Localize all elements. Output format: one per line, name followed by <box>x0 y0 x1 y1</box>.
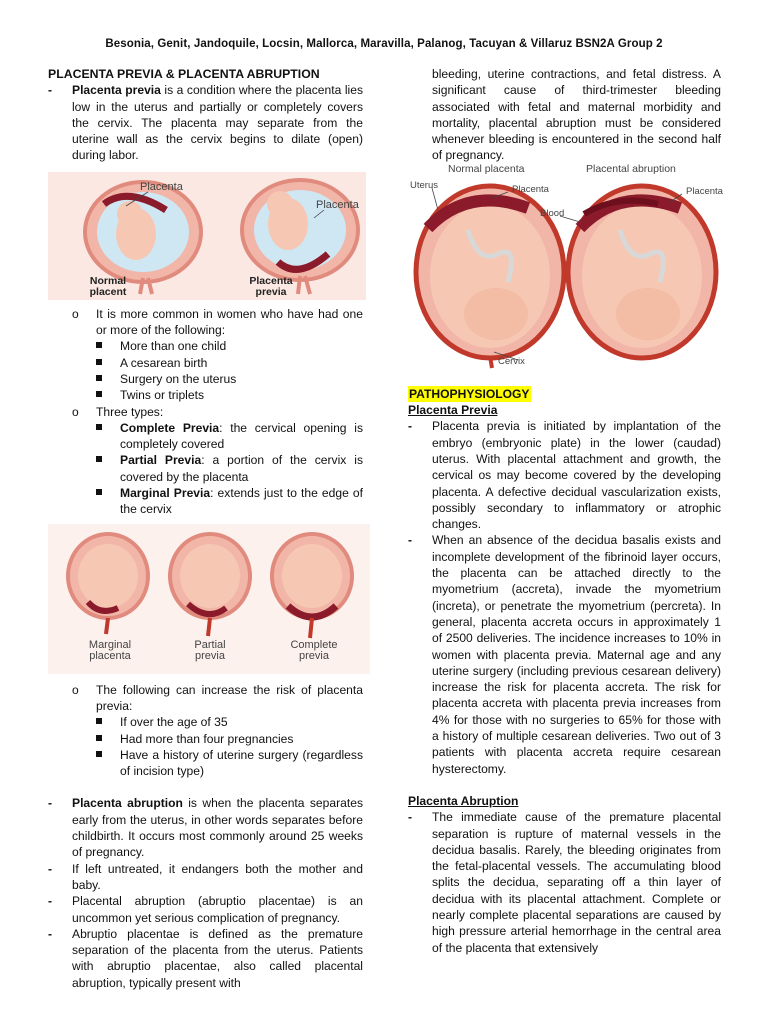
label-placenta-4: Placenta <box>686 185 723 197</box>
type-term: Partial Previa <box>120 453 202 468</box>
label-placenta-2: Placenta <box>316 198 359 211</box>
types-intro: o Three types: <box>72 404 164 419</box>
right-column <box>408 66 721 956</box>
untreated-text: If left untreated, it endangers both the mother and baby. <box>72 861 363 892</box>
abruption-def-text: is when the placenta separates early from the uterus, in other words separates before childbirth. It occurs most commonly around 25 weeks of pregnancy. <box>72 796 363 860</box>
types-intro-text: Three types: <box>96 404 164 419</box>
label-normal: Normal placent <box>89 274 127 298</box>
common-intro: o It is more common in women who have had one or more of the following: <box>72 306 363 338</box>
type-term: Marginal Previa <box>120 486 211 501</box>
risk-intro: o The following can increase the risk of placenta previa: <box>72 682 363 713</box>
type-term: Complete Previa <box>120 420 220 435</box>
common-item-text: A cesarean birth <box>120 355 208 370</box>
label-placenta-1: Placenta <box>140 180 183 193</box>
page-header: Besonia, Genit, Jandoquile, Locsin, Mallorca, Maravilla, Palanog, Tacuyan & Villaruz BSN2A Group 2 <box>105 38 663 50</box>
risk-item-2 <box>48 731 363 747</box>
previa-subheading: Placenta Previa <box>408 403 498 418</box>
common-intro-text: It is more common in women who have had one or more of the following: <box>96 306 363 338</box>
abruption-continued: bleeding, uterine contractions, and fetal distress. A significant cause of third-trimester bleeding associated with fetal and maternal morbidity and mortality, placental abruption must be considered whenever bleeding is encountered in the second half of pregnancy. <box>432 67 721 163</box>
label-placenta-3: Placenta <box>512 183 549 195</box>
pathophysiology-heading: PATHOPHYSIOLOGY <box>409 386 530 401</box>
risk-item-3 <box>48 747 363 780</box>
figure-normal-vs-previa <box>48 172 366 300</box>
figure-previa-types <box>48 524 370 674</box>
common-item-text: More than one child <box>120 339 227 354</box>
type-partial <box>48 452 363 485</box>
previa-patho-1: - Placenta previa is initiated by implantation of the embryo (embryonic plate) in the lower (caudad) uterus. With placental attachment and growth, the cervical os may become covered by the developing placenta. A defective decidual vascularization exists, possibly secondary to inflammatory or atrophic changes. <box>408 419 721 532</box>
previa-patho-2-text: When an absence of the decidua basalis exists and incomplete development of the fibrinoid layer occurs, the placenta can be attached directly to the myometrium (accreta), invade the myometrium (increta), or penetrate the myometrium (percreta). In general, placenta accreta occurs in approximately 1 of 2500 deliveries. The incidence increases to 10% in women with placenta previa. Maternal age and any uterine surgery (including previous cesarean delivery) increase the risk for placenta accreta. The risk for placenta accreta with placenta previa increases from 4% for those with no surgeries to 65% for those with a history of multiple cesarean deliveries. Two out of 3 patients with placenta accreta require cesarean hysterectomy. <box>432 533 721 776</box>
uncommon-text: Placental abruption (abruptio placentae) is an uncommon yet serious complication of pregnancy. <box>72 894 363 925</box>
previa-definition: - Placenta previa is a condition where the placenta lies low in the uterus and partially or completely covers the cervix. The placenta may separate from the uterine wall as the cervix begins to dilate (open) during labor. <box>48 83 363 163</box>
label-uterus: Uterus <box>410 179 438 191</box>
label-complete: Complete previa <box>290 638 338 662</box>
label-normal-placenta: Normal placenta <box>448 162 525 175</box>
type-marginal <box>48 485 363 518</box>
label-placental-abruption: Placental abruption <box>586 162 676 175</box>
abruption-definition: - Placenta abruption is when the placenta separates early from the uterus, in other words separates before childbirth. It occurs most commonly around 25 weeks of pregnancy. <box>48 796 363 860</box>
previa-patho-1-text: Placenta previa is initiated by implantation of the embryo (embryonic plate) in the lower (caudad) uterus. With placental attachment and growth, the cervical os may become covered by the developing placenta. A defective decidual vascularization exists, possibly secondary to inflammatory or atrophic changes. <box>432 419 721 532</box>
defined-text: Abruptio placentae is defined as the premature separation of the placenta from the uterus. Patients with abruptio placentae, also called placental abruption, typically present with <box>72 926 363 990</box>
defined-bullet: - Abruptio placentae is defined as the premature separation of the placenta from the uterus. Patients with abruptio placentae, also called placental abruption, typically present with <box>48 926 363 990</box>
abruption-illustration <box>408 164 724 372</box>
previa-def-text: is a condition where the placenta lies low in the uterus and partially or completely covers the cervix. The placenta may separate from the uterine wall as the cervix begins to dilate (open) during labor. <box>72 83 363 163</box>
risk-item-text: Had more than four pregnancies <box>120 731 294 746</box>
uncommon-bullet: - Placental abruption (abruptio placentae) is an uncommon yet serious complication of pregnancy. <box>48 894 363 925</box>
abruption-patho-1-text: The immediate cause of the premature placental separation is rupture of maternal vessels in the decidua basalis. Rarely, the bleeding originates from the fetal-placental vessels. The accumulating blood splits the decidua, separating off a thin layer of decidua with its placental attachment. Complete or nearly complete placental separations are caused by high pressure arterial hemorrhage in the central area of the placenta that extensively <box>432 810 721 955</box>
type-desc: : the cervical opening is completely covered <box>120 420 363 452</box>
pathophysiology-heading-row <box>408 386 721 402</box>
label-previa: Placenta previa <box>249 274 293 298</box>
label-partial: Partial previa <box>194 638 226 662</box>
risk-intro-text: The following can increase the risk of placenta previa: <box>96 682 363 713</box>
risk-item-text: Have a history of uterine surgery (regardless of incision type) <box>120 747 363 779</box>
type-desc: : a portion of the cervix is covered by the placenta <box>120 453 363 484</box>
common-item-text: Surgery on the uterus <box>120 371 237 386</box>
figure-normal-vs-abruption <box>408 164 724 372</box>
abruption-patho-1: - The immediate cause of the premature placental separation is rupture of maternal vessels in the decidua basalis. Rarely, the bleeding originates from the fetal-placental vessels. The accumulating blood splits the decidua, separating off a thin layer of decidua with its placental attachment. Complete or nearly complete placental separations are caused by high pressure arterial hemorrhage in the central area of the placenta that extensively <box>408 810 721 955</box>
untreated-bullet: - If left untreated, it endangers both the mother and baby. <box>48 861 363 892</box>
common-item-2 <box>48 355 363 371</box>
risk-item-text: If over the age of 35 <box>120 715 228 730</box>
abruption-term: Placenta abruption <box>72 796 183 811</box>
previa-term: Placenta previa <box>72 83 161 98</box>
left-column <box>48 66 363 991</box>
common-item-text: Twins or triplets <box>120 388 205 403</box>
common-item-4 <box>48 387 363 403</box>
abruption-subheading: Placenta Abruption <box>408 793 519 808</box>
label-cervix: Cervix <box>498 355 525 367</box>
risk-item-1 <box>48 714 363 730</box>
previa-patho-2: - When an absence of the decidua basalis exists and incomplete development of the fibrinoid layer occurs, the placenta can be attached directly to the myometrium (accreta), invade the myometrium (increta), or penetrate the myometrium (percreta). In general, placenta accreta occurs in approximately 1 of 2500 deliveries. The incidence increases to 10% in women with placenta previa. Maternal age and any uterine surgery (including previous cesarean delivery) increase the risk for placenta accreta. The risk for placenta accreta with placenta previa increases from 4% for those with no surgeries to 65% for those with a history of multiple cesarean deliveries. Two out of 3 patients with placenta accreta require cesarean hysterectomy. <box>408 533 721 776</box>
common-item-1 <box>48 338 363 354</box>
label-marginal: Marginal placenta <box>88 638 132 662</box>
section-title: PLACENTA PREVIA & PLACENTA ABRUPTION <box>48 67 320 81</box>
type-complete <box>48 420 363 453</box>
label-blood: Blood <box>540 207 565 219</box>
common-item-3 <box>48 371 363 387</box>
type-desc: : extends just to the edge of the cervix <box>120 486 363 517</box>
